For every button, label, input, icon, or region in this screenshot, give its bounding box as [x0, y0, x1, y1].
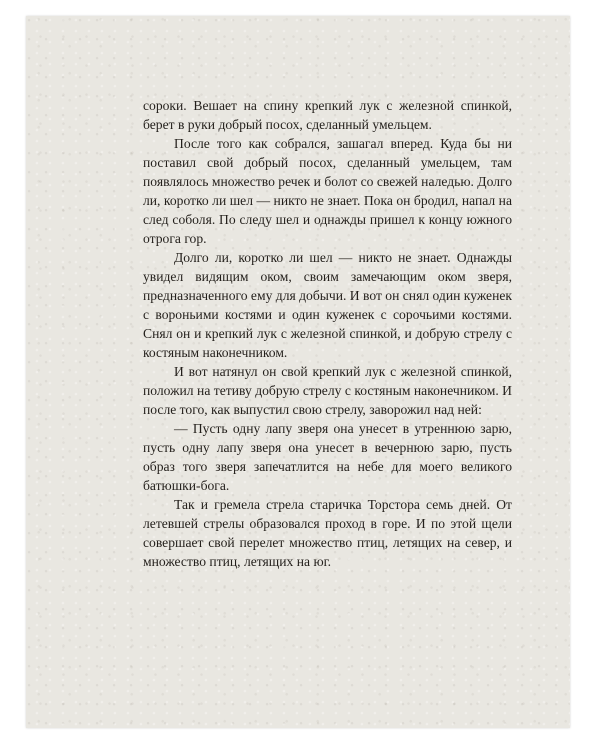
- body-text: [143, 96, 512, 571]
- paragraph: Долго ли, коротко ли шел — никто не знает. Однажды увидел видящим оком, своим замечающим оком зверя, предназначенного ему для добычи. И вот он снял один куженек с вороньими костями и один куженек с сорочьими костями. Снял он и крепкий лук с железной спинкой, и добрую стрелу с костяным наконечником.: [143, 250, 512, 360]
- paragraph-continuation: сороки. Вешает на спину крепкий лук с железной спинкой, берет в руки добрый посох, сделанный умельцем.: [143, 98, 512, 132]
- paragraph-incantation: — Пусть одну лапу зверя она унесет в утреннюю зарю, пусть одну лапу зверя она унесет в вечернюю зарю, пусть образ того зверя запечатлится на небе для моего великого батюшки-бога.: [143, 421, 512, 493]
- paragraph: И вот натянул он свой крепкий лук с железной спинкой, положил на тетиву добрую стрелу с костяным наконечником. И после того, как выпустил свою стрелу, заворожил над ней:: [143, 364, 512, 417]
- paragraph: Так и гремела стрела старичка Торстора семь дней. От летевшей стрелы образовался проход в горе. И по этой щели совершает свой перелет множество птиц, летящих на север, и множество птиц, летящих на юг.: [143, 497, 512, 569]
- book-page: [26, 16, 570, 728]
- paragraph: После того как собрался, зашагал вперед. Куда бы ни поставил свой добрый посох, сделанный умельцем, там появлялось множество речек и болот со свежей наледью. Долго ли, коротко ли шел — никто не знает. Пока он бродил, напал на след соболя. По следу шел и однажды пришел к концу южного отрога гор.: [143, 136, 513, 246]
